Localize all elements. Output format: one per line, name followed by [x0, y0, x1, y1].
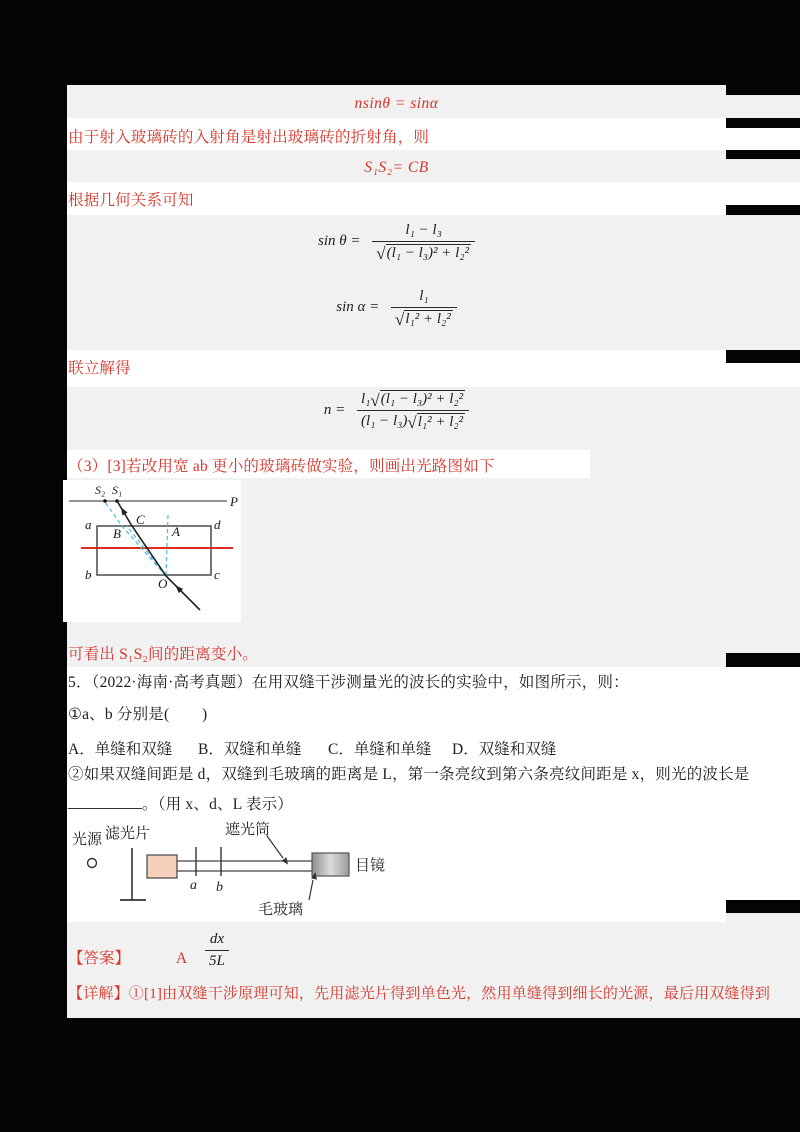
label-slit-a: a	[190, 878, 197, 893]
label-ground-glass: 毛玻璃	[258, 902, 304, 918]
formula-sin-theta	[67, 222, 726, 262]
label-s2: S₂	[95, 483, 106, 497]
label-a-point: A	[172, 524, 180, 539]
fraction-numerator: dx	[209, 931, 224, 947]
apparatus-svg	[67, 818, 439, 923]
radicand: (l₁ − l₃)² + l₂²	[386, 245, 469, 261]
formula-n	[67, 390, 726, 431]
radicand: l₁² + l₂²	[417, 414, 464, 430]
label-c-point: C	[136, 512, 145, 527]
point-s2	[103, 499, 107, 503]
fraction-numerator: l₁	[419, 288, 429, 304]
margin-strip	[726, 159, 800, 182]
margin-strip	[726, 182, 800, 205]
solution-line-part3: （3）[3]若改用宽 ab 更小的玻璃砖做实验，则画出光路图如下	[68, 458, 495, 475]
margin-strip	[726, 215, 800, 350]
solution-line-combine: 联立解得	[68, 360, 131, 377]
label-d: d	[214, 517, 221, 532]
label-b-point: B	[113, 526, 121, 541]
question5-sub2: ②如果双缝间距是 d，双缝到毛玻璃的距离是 L，第一条亮纹到第六条亮纹间距是 x，则光的波长是	[68, 766, 750, 783]
label-p: P	[230, 494, 238, 509]
numerator-coefficient: l₁	[361, 391, 371, 407]
label-s1: S₁	[112, 483, 123, 497]
answer-fraction	[205, 931, 229, 970]
shade-tube-arrow	[267, 836, 283, 858]
radical-sign: √	[376, 244, 386, 263]
page-strip	[67, 350, 726, 387]
blank-suffix: 。（用 x、d、L 表示）	[142, 796, 293, 813]
label-filter: 滤光片	[105, 826, 151, 842]
fraction-numerator: l₁ − l₃	[405, 222, 442, 238]
label-slit-b: b	[216, 880, 223, 895]
light-ray	[117, 501, 200, 610]
light-path-svg	[63, 480, 241, 622]
equation-s1s2: S₁S₂= CB	[364, 159, 429, 176]
label-light-source: 光源	[72, 832, 103, 848]
solution-line-conclusion: 可看出 S₁S₂间的距离变小。	[68, 646, 258, 663]
answer-blank	[68, 793, 142, 809]
question5-sub1: ①a、b 分别是( )	[68, 706, 208, 723]
option-b: B．双缝和单缝	[198, 741, 302, 758]
radical-sign: √	[370, 391, 380, 410]
label-shade-tube: 遮光筒	[225, 822, 271, 838]
answer-choice: A	[175, 950, 188, 967]
formula-lhs: sin θ =	[318, 233, 361, 250]
light-path-diagram	[63, 480, 241, 622]
dashed-normal-line	[166, 515, 168, 576]
label-o-point: O	[158, 576, 168, 591]
solution-line-incidence: 由于射入玻璃砖的入射角是射出玻璃砖的折射角，则	[68, 129, 430, 146]
solution-line-geometry: 根据几何关系可知	[68, 192, 194, 209]
margin-strip	[726, 387, 800, 653]
option-d: D．双缝和双缝	[452, 741, 557, 758]
radicand: l₁² + l₂²	[405, 311, 451, 327]
formula-lhs: sin α =	[336, 299, 380, 316]
source-box	[147, 855, 177, 878]
formula-lhs: n =	[323, 401, 346, 418]
ray-arrowhead	[118, 506, 127, 516]
apparatus-diagram	[67, 818, 439, 923]
fraction	[357, 390, 469, 431]
eyepiece-box	[312, 853, 349, 876]
margin-strip	[726, 128, 800, 150]
margin-strip	[726, 95, 800, 118]
fraction	[205, 931, 229, 970]
option-a: A．单缝和双缝	[68, 741, 173, 758]
label-c: c	[214, 567, 220, 582]
margin-strip	[726, 363, 800, 387]
formula-sin-alpha	[67, 288, 726, 328]
fraction	[391, 288, 457, 328]
radicand: (l₁ − l₃)² + l₂²	[380, 391, 464, 407]
question5-blank-line	[68, 793, 293, 814]
ground-glass-arrow	[309, 880, 313, 900]
answer-label: 【答案】	[68, 950, 131, 967]
fraction	[372, 222, 475, 262]
light-source-circle	[88, 859, 97, 868]
option-c: C．单缝和单缝	[328, 741, 432, 758]
label-eyepiece: 目镜	[355, 858, 386, 874]
equation-snell: nsinθ = sinα	[354, 95, 439, 112]
answer-row	[68, 946, 187, 968]
label-b: b	[85, 567, 92, 582]
denominator-coefficient: (l₁ − l₃)	[361, 413, 408, 429]
shade-tube-arrowhead	[282, 857, 291, 866]
label-a: a	[85, 517, 92, 532]
explanation-line: 【详解】①[1]由双缝干涉原理可知，先用滤光片得到单色光，然用单缝得到细长的光源，最后用双缝得到	[68, 986, 771, 1002]
question5-stem: 5．（2022·海南·高考真题）在用双缝干涉测量光的波长的实验中，如图所示，则：	[68, 674, 629, 691]
fraction-denominator: 5L	[209, 953, 225, 969]
radical-sign: √	[407, 413, 417, 432]
radical-sign: √	[395, 310, 405, 329]
